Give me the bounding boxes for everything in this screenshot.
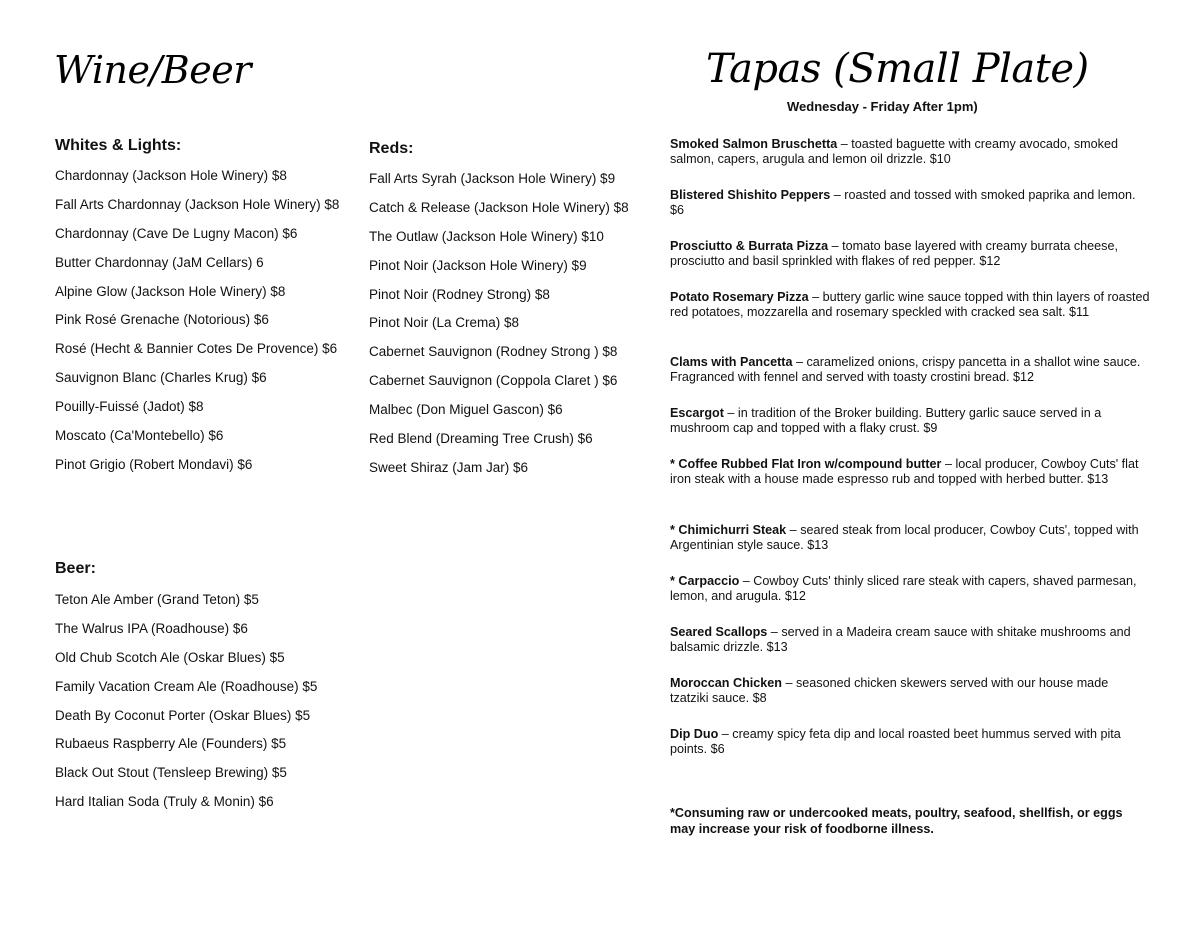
wine-item: Pink Rosé Grenache (Notorious) $6 — [55, 312, 269, 328]
beer-item: Family Vacation Cream Ale (Roadhouse) $5 — [55, 678, 318, 694]
tapas-item-desc: – seared steak from local producer, Cowboy Cuts', topped with Argentinian style sauce. $13 — [670, 523, 1139, 552]
tapas-item-name: Clams with Pancetta — [670, 355, 793, 369]
wine-item: Fall Arts Syrah (Jackson Hole Winery) $9 — [369, 171, 616, 186]
beer-item: Death By Coconut Porter (Oskar Blues) $5 — [55, 707, 311, 723]
beer-item: Hard Italian Soda (Truly & Monin) $6 — [55, 794, 274, 810]
tapas-item — [670, 355, 1150, 385]
tapas-item-desc: – caramelized onions, crispy pancetta in a shallot wine sauce. Fragranced with fennel and served with toasty crostini bread. $12 — [670, 355, 1141, 384]
wine-item: Pinot Noir (Rodney Strong) $8 — [369, 286, 550, 302]
tapas-item — [670, 727, 1150, 757]
wine-item: Cabernet Sauvignon (Coppola Claret ) $6 — [369, 373, 618, 389]
tapas-item-name: * Carpaccio — [670, 574, 740, 588]
wine-item: Butter Chardonnay (JaM Cellars) 6 — [55, 254, 264, 270]
wine-item: Rosé (Hecht & Bannier Cotes De Provence) $6 — [55, 341, 338, 357]
wine-item: Alpine Glow (Jackson Hole Winery) $8 — [55, 283, 286, 299]
tapas-item — [670, 290, 1150, 320]
tapas-item-name: Smoked Salmon Bruschetta — [670, 137, 838, 151]
tapas-item — [670, 239, 1150, 269]
tapas-item-desc: – seasoned chicken skewers served with our house made tzatziki sauce. $8 — [670, 676, 1109, 705]
tapas-item-name: * Coffee Rubbed Flat Iron w/compound butter — [670, 457, 942, 471]
tapas-item-name: Escargot — [670, 406, 724, 420]
whites-heading: Whites & Lights: — [55, 137, 182, 154]
wine-item: Chardonnay (Jackson Hole Winery) $8 — [55, 168, 287, 183]
tapas-item-name: Seared Scallops — [670, 625, 768, 639]
beer-item: Black Out Stout (Tensleep Brewing) $5 — [55, 765, 287, 781]
wine-item: Sauvignon Blanc (Charles Krug) $6 — [55, 370, 267, 386]
wine-item: Pinot Grigio (Robert Mondavi) $6 — [55, 456, 253, 472]
reds-heading: Reds: — [369, 140, 414, 157]
tapas-item-name: Potato Rosemary Pizza — [670, 290, 809, 304]
food-safety-disclaimer: *Consuming raw or undercooked meats, poultry, seafood, shellfish, or eggs may increase your risk of foodborne illness. — [670, 806, 1123, 836]
tapas-item — [670, 188, 1150, 218]
beer-item: Rubaeus Raspberry Ale (Founders) $5 — [55, 736, 287, 752]
tapas-item-desc: – local producer, Cowboy Cuts' flat iron steak with a house made espresso rub and topped with herbed butter. $13 — [670, 457, 1139, 486]
tapas-item-name: Dip Duo — [670, 727, 719, 741]
tapas-item-desc: – buttery garlic wine sauce topped with thin layers of roasted red potatoes, mozzarella and rosemary speckled with cracked sea salt. $11 — [670, 290, 1150, 319]
wine-beer-title: Wine/Beer — [54, 48, 251, 92]
wine-item: Catch & Release (Jackson Hole Winery) $8 — [369, 199, 629, 215]
tapas-item — [670, 574, 1150, 604]
tapas-item-desc: – roasted and tossed with smoked paprika and lemon. $6 — [670, 188, 1136, 217]
wine-item: Chardonnay (Cave De Lugny Macon) $6 — [55, 225, 298, 241]
tapas-item-desc: – Cowboy Cuts' thinly sliced rare steak with capers, shaved parmesan, lemon, and arugula. $12 — [670, 574, 1137, 603]
tapas-item — [670, 406, 1150, 436]
tapas-item — [670, 625, 1150, 655]
tapas-item-name: Blistered Shishito Peppers — [670, 188, 831, 202]
tapas-subtitle: Wednesday - Friday After 1pm) — [787, 99, 978, 114]
beer-item: The Walrus IPA (Roadhouse) $6 — [55, 620, 248, 636]
wine-item: Fall Arts Chardonnay (Jackson Hole Winery) $8 — [55, 196, 340, 212]
wine-item: Sweet Shiraz (Jam Jar) $6 — [369, 459, 529, 475]
wine-item: Pinot Noir (Jackson Hole Winery) $9 — [369, 257, 587, 273]
tapas-item — [670, 523, 1150, 553]
tapas-item-desc: – toasted baguette with creamy avocado, smoked salmon, capers, arugula and lemon oil drizzle. $10 — [670, 137, 1118, 166]
tapas-item-desc: – in tradition of the Broker building. Buttery garlic sauce served in a mushroom cap and topped with a flaky crust. $9 — [670, 406, 1102, 435]
beer-item: Old Chub Scotch Ale (Oskar Blues) $5 — [55, 649, 285, 665]
tapas-item-desc: – tomato base layered with creamy burrata cheese, prosciutto and basil sprinkled with flakes of red pepper. $12 — [670, 239, 1118, 268]
tapas-item-name: Prosciutto & Burrata Pizza — [670, 239, 829, 253]
wine-item: Moscato (Ca'Montebello) $6 — [55, 428, 224, 444]
tapas-item — [670, 457, 1150, 487]
tapas-item-desc: – creamy spicy feta dip and local roasted beet hummus served with pita points. $6 — [670, 727, 1121, 756]
tapas-item-desc: – served in a Madeira cream sauce with shitake mushrooms and balsamic drizzle. $13 — [670, 625, 1131, 654]
beer-item: Teton Ale Amber (Grand Teton) $5 — [55, 592, 259, 607]
tapas-title: Tapas (Small Plate) — [706, 46, 1089, 92]
wine-item: Pinot Noir (La Crema) $8 — [369, 315, 520, 331]
beer-list — [55, 592, 317, 823]
tapas-item-name: Moroccan Chicken — [670, 676, 782, 690]
wine-item: The Outlaw (Jackson Hole Winery) $10 — [369, 228, 604, 244]
tapas-item — [670, 676, 1150, 706]
tapas-item — [670, 137, 1150, 167]
reds-list — [369, 171, 629, 489]
tapas-item-name: * Chimichurri Steak — [670, 523, 787, 537]
wine-item: Cabernet Sauvignon (Rodney Strong ) $8 — [369, 344, 618, 360]
wine-item: Red Blend (Dreaming Tree Crush) $6 — [369, 431, 593, 447]
whites-list — [55, 168, 339, 486]
wine-item: Malbec (Don Miguel Gascon) $6 — [369, 402, 563, 418]
beer-heading: Beer: — [55, 560, 96, 577]
wine-item: Pouilly-Fuissé (Jadot) $8 — [55, 399, 204, 415]
